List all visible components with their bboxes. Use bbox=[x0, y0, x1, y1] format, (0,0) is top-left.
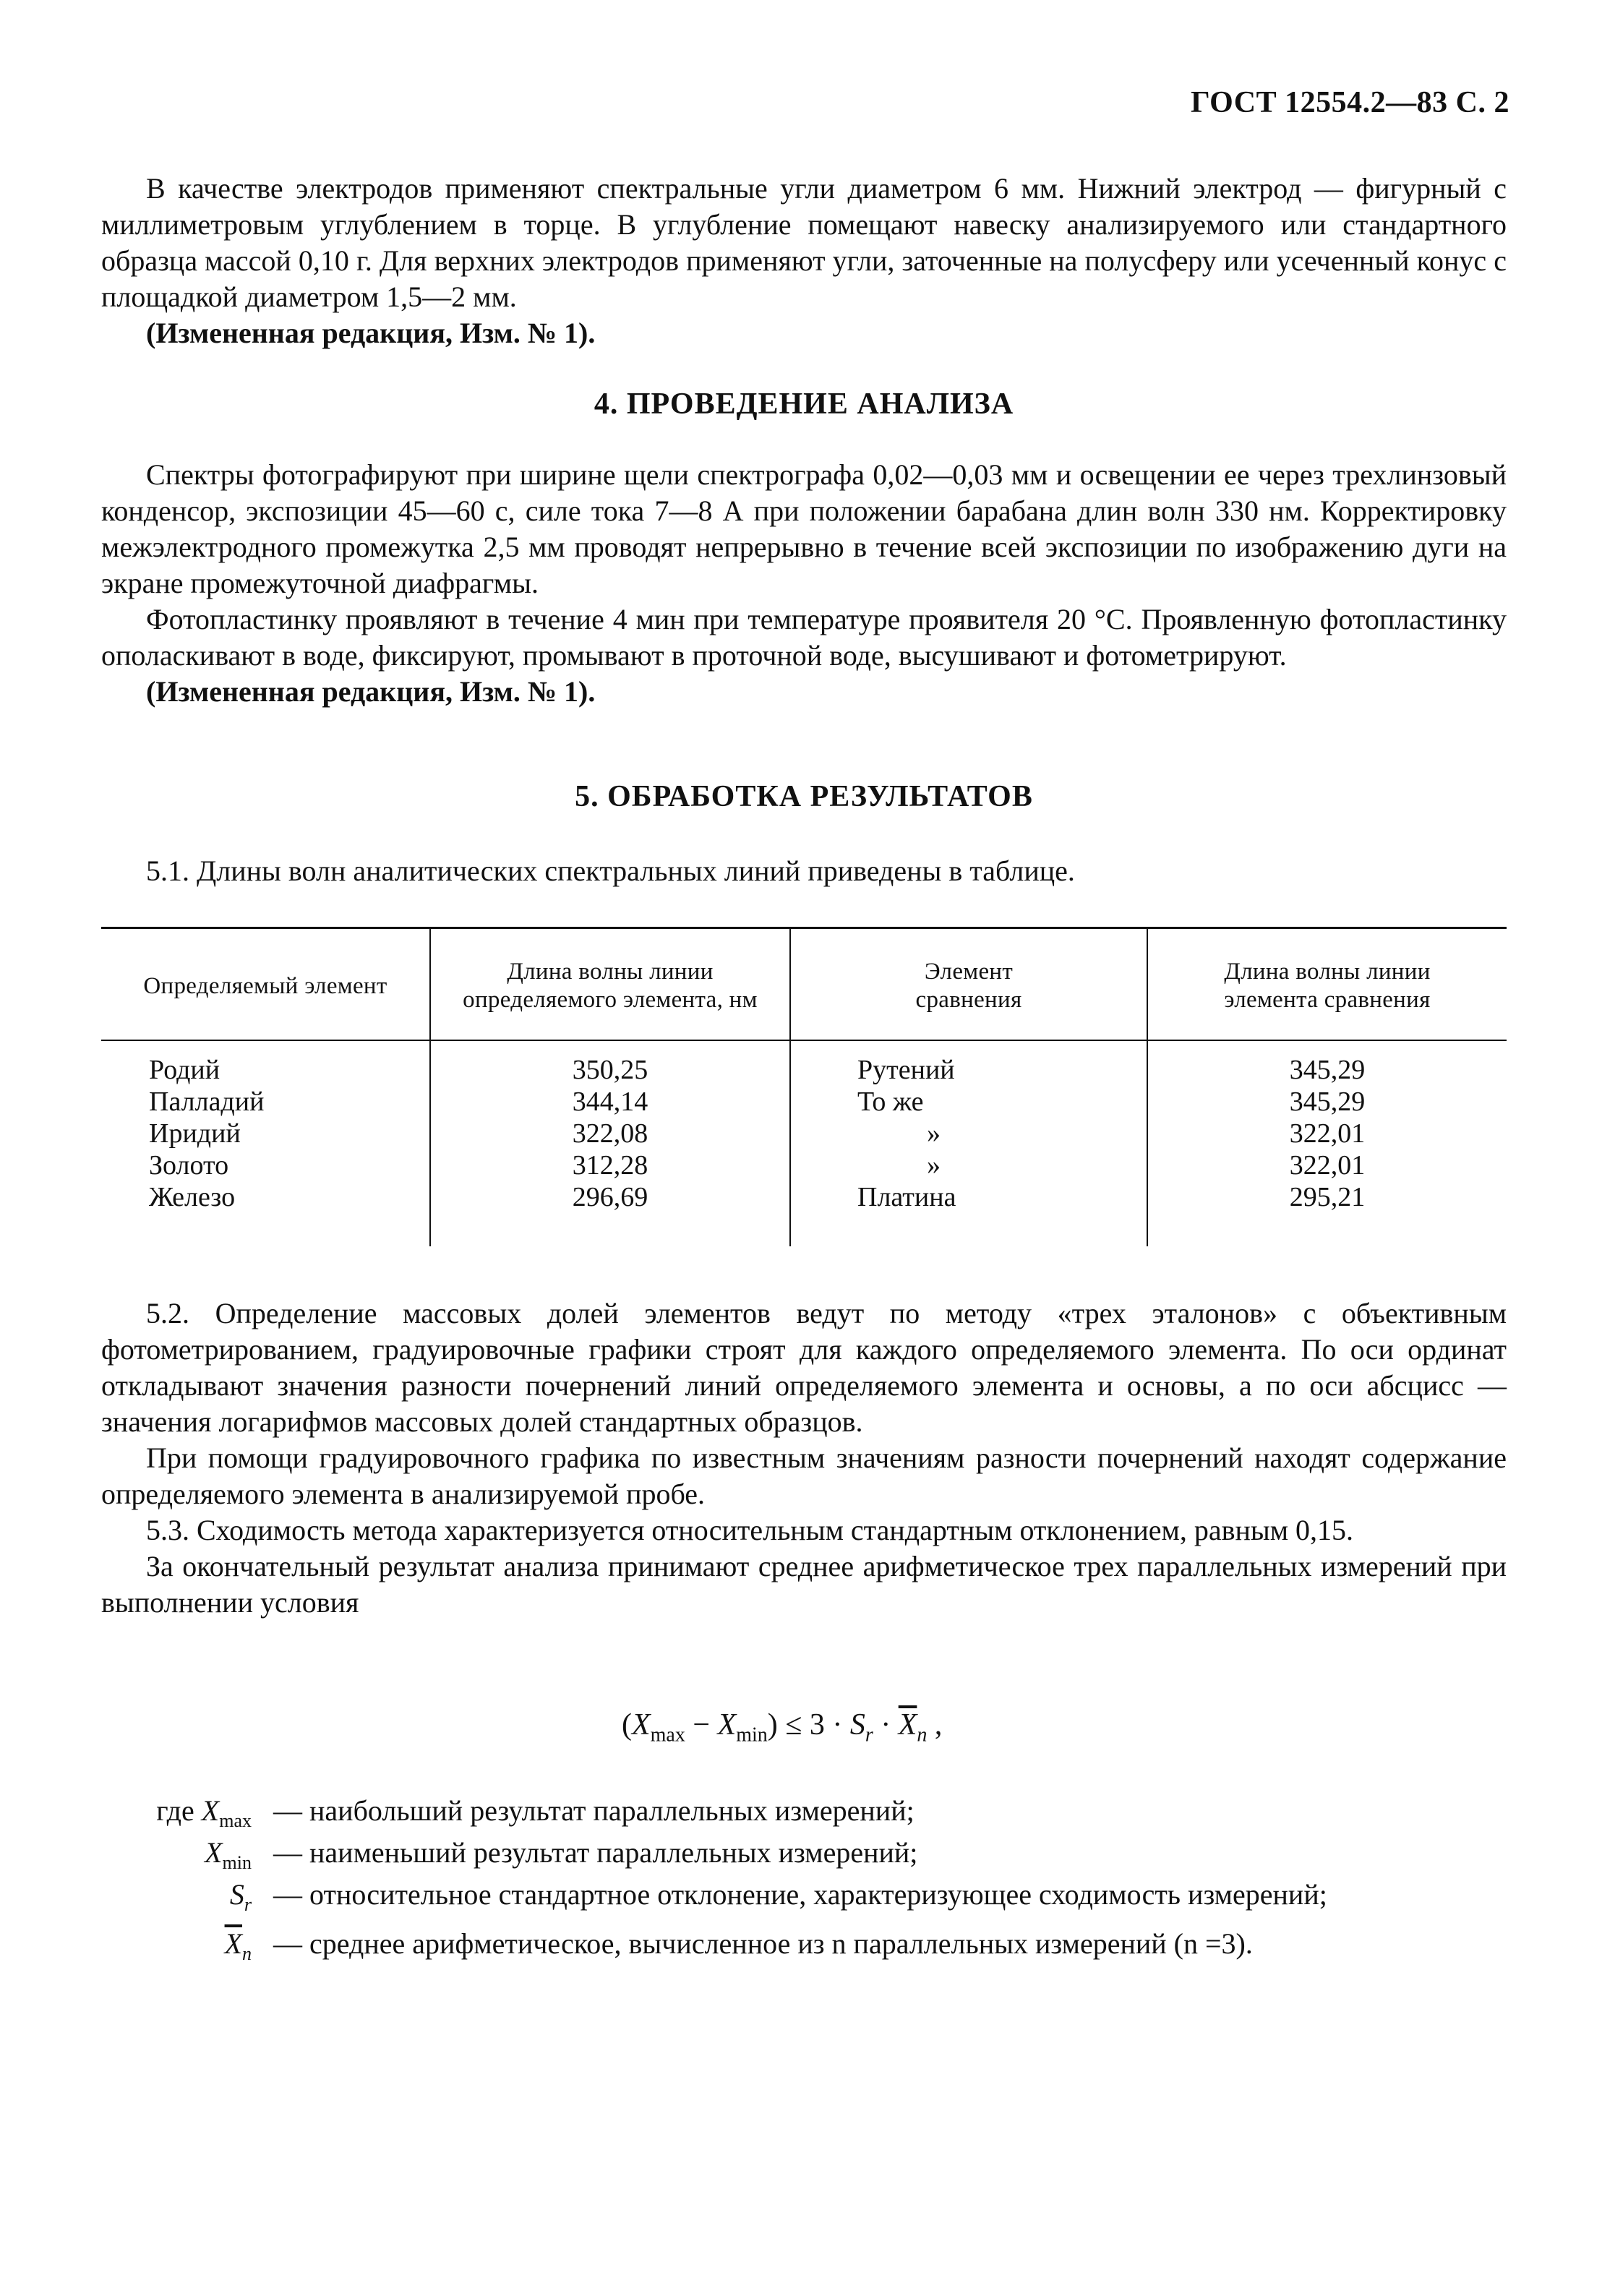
table-top-rule bbox=[101, 927, 1507, 929]
table-header-cell: Длина волны линии определяемого элемента, нм bbox=[463, 959, 758, 1013]
table-cell: Золото bbox=[149, 1150, 229, 1181]
table-cell: Рутений bbox=[857, 1055, 955, 1085]
legend-description: — наибольший результат параллельных измерений; bbox=[273, 1794, 914, 1827]
amendment-note: (Измененная редакция, Изм. № 1). bbox=[146, 317, 596, 349]
table-cell: 322,08 bbox=[572, 1118, 648, 1149]
convergence-formula: $(X_{max} - X_{min}) \le 3 \cdot S_r \cdot \overline{X}_n$ , bbox=[622, 1708, 943, 1747]
legend-description: — относительное стандартное отклонение, характеризующее сходимость измерений; bbox=[273, 1878, 1327, 1911]
amendment-note: (Измененная редакция, Изм. № 1). bbox=[146, 675, 596, 708]
section-5-2-paragraph-2: При помощи градуировочного графика по известным значениям разности почернений находят содержание определяемого элемента в анализируемой пробе. bbox=[101, 1442, 1507, 1510]
legend-symbol: $\overline{X}_n$ bbox=[224, 1927, 252, 1964]
legend-description: — среднее арифметическое, вычисленное из n параллельных измерений (n =3). bbox=[273, 1927, 1253, 1960]
section-5-2-paragraph: 5.2. Определение массовых долей элементов ведут по методу «трех эталонов» с объективным фотометрированием, градуировочные графики строят для каждого определяемого элемента. По оси ординат откладывают значения разности почернений линий определяемого элемента и основы, а по оси абсцисс — значения логарифмов массовых долей стандартных образцов. bbox=[101, 1297, 1507, 1438]
table-column-wavelength bbox=[431, 1054, 789, 1213]
section-4-paragraph-2: Фотопластинку проявляют в течение 4 мин при температуре проявителя 20 °С. Проявленную фотопластинку ополаскивают в воде, фиксируют, промывают в проточной воде, высушивают и фотометрируют. bbox=[101, 603, 1507, 672]
table-cell: 322,01 bbox=[1289, 1118, 1366, 1149]
section-5-3-paragraph-2: За окончательный результат анализа принимают среднее арифметическое трех параллельных измерений при выполнении условия bbox=[101, 1550, 1507, 1619]
table-cell: 296,69 bbox=[572, 1182, 648, 1212]
table-cell: Платина bbox=[857, 1182, 956, 1212]
table-column-comparison-wavelength bbox=[1148, 1054, 1507, 1213]
legend-description: — наименьший результат параллельных измерений; bbox=[273, 1836, 918, 1869]
legend-symbol: $X_{min}$ bbox=[205, 1836, 252, 1873]
section-4-heading: 4. ПРОВЕДЕНИЕ АНАЛИЗА bbox=[594, 387, 1014, 421]
table-cell: 312,28 bbox=[572, 1150, 648, 1181]
section-5-1-paragraph: 5.1. Длины волн аналитических спектральных линий приведены в таблице. bbox=[146, 854, 1075, 887]
table-cell: 344,14 bbox=[572, 1087, 648, 1117]
section-5-heading: 5. ОБРАБОТКА РЕЗУЛЬТАТОВ bbox=[575, 780, 1033, 813]
table-cell: » bbox=[927, 1118, 941, 1149]
section-5-2-5-3 bbox=[101, 1295, 1507, 1621]
intro-paragraph: В качестве электродов применяют спектральные угли диаметром 6 мм. Нижний электрод — фигурный с миллиметровым углублением в торце. В углубление помещают навеску анализируемого или стандартного образца массой 0,10 г. Для верхних электродов применяют угли, заточенные на полусферу или усеченный конус с площадкой диаметром 1,5—2 мм. bbox=[101, 172, 1507, 313]
legend-symbol: $S_r$ bbox=[229, 1878, 252, 1915]
table-cell: 345,29 bbox=[1289, 1055, 1366, 1085]
section-5-1 bbox=[101, 853, 1507, 889]
section-4-body bbox=[101, 457, 1507, 710]
table-cell: 350,25 bbox=[572, 1055, 648, 1085]
table-cell: Иридий bbox=[149, 1118, 241, 1149]
legend-symbol: где $X_{max}$ bbox=[156, 1794, 252, 1831]
table-cell: То же bbox=[857, 1087, 924, 1117]
table-header-cell: Элемент сравнения bbox=[915, 959, 1022, 1013]
table-cell: 295,21 bbox=[1289, 1182, 1366, 1212]
spectral-lines-table bbox=[101, 927, 1507, 1246]
page-header: ГОСТ 12554.2—83 С. 2 bbox=[1190, 86, 1509, 119]
table-cell: 322,01 bbox=[1289, 1150, 1366, 1181]
table-column-element bbox=[149, 1054, 424, 1213]
table-cell: Палладий bbox=[149, 1087, 265, 1117]
section-4-paragraph-1: Спектры фотографируют при ширине щели спектрографа 0,02—0,03 мм и освещении ее через трехлинзовый конденсор, экспозиции 45—60 с, силе тока 7—8 А при положении барабана длин волн 330 нм. Корректировку межэлектродного промежутка 2,5 мм проводят непрерывно в течение всей экспозиции по изображению дуги на экране промежуточной диафрагмы. bbox=[101, 458, 1507, 599]
table-cell: Железо bbox=[149, 1182, 236, 1212]
table-cell: » bbox=[927, 1150, 941, 1181]
table-header-rule bbox=[101, 1040, 1507, 1041]
table-cell: 345,29 bbox=[1289, 1087, 1366, 1117]
table-header-cell: Определяемый элемент bbox=[143, 972, 387, 999]
intro-block bbox=[101, 171, 1507, 351]
section-5-3-paragraph: 5.3. Сходимость метода характеризуется относительным стандартным отклонением, равным 0,15. bbox=[146, 1514, 1354, 1546]
table-cell: Родий bbox=[149, 1055, 220, 1085]
table-header-cell: Длина волны линии элемента сравнения bbox=[1224, 959, 1431, 1013]
table-column-comparison-element bbox=[857, 1054, 1139, 1213]
